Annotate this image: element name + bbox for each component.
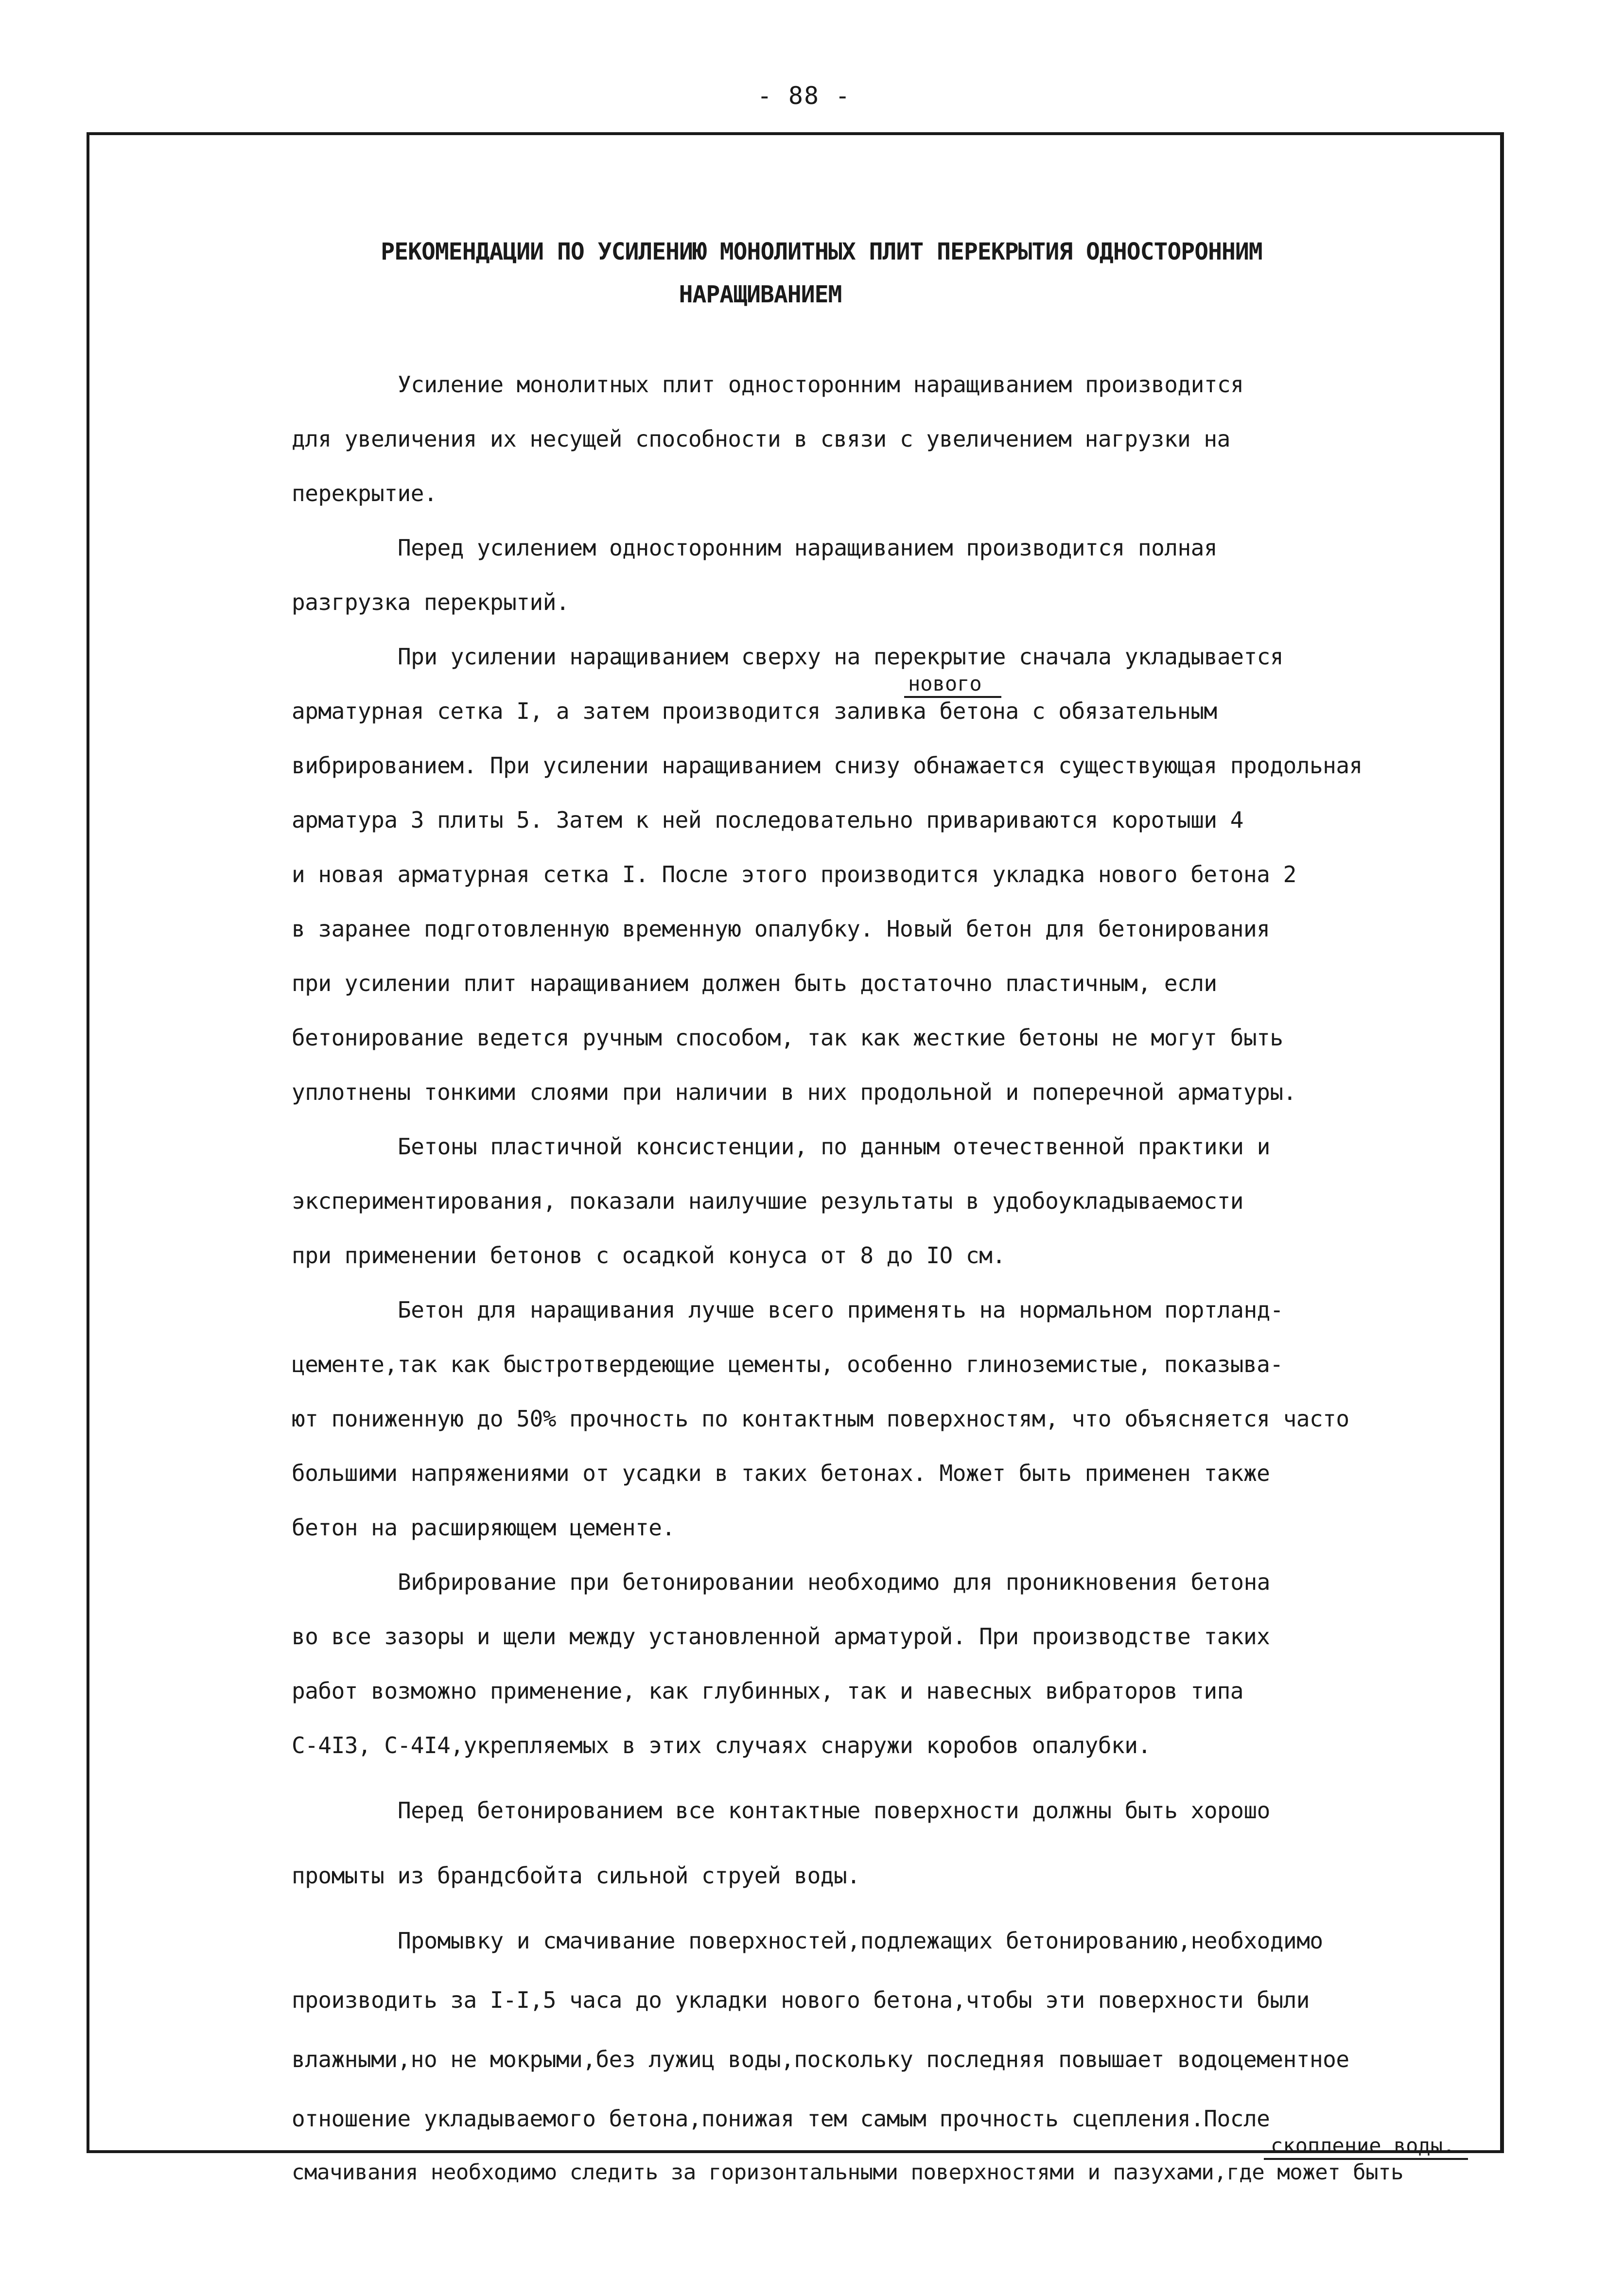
text-line: и новая арматурная сетка I. После этого производится укладка нового бетона 2 bbox=[292, 861, 1296, 887]
text-line: арматурная сетка I, а затем производится заливка бетона с обязательным bbox=[292, 698, 1217, 724]
document-title-line-2: НАРАЩИВАНИЕМ bbox=[679, 281, 842, 308]
text-line: арматура 3 плиты 5. Затем к ней последовательно привариваются коротыши 4 bbox=[292, 807, 1243, 833]
page-number: - 88 - bbox=[757, 82, 851, 110]
text-line: уплотнены тонкими слоями при наличии в них продольной и поперечной арматуры. bbox=[292, 1079, 1296, 1105]
inserted-phrase-water: скопление воды. bbox=[1271, 2134, 1455, 2157]
text-line: смачивания необходимо следить за горизонтальными поверхностями и пазухами,где может быть bbox=[292, 2160, 1404, 2185]
text-line: влажными,но не мокрыми,без лужиц воды,поскольку последняя повышает водоцементное bbox=[292, 2046, 1349, 2072]
text-line: При усилении наращиванием сверху на перекрытие сначала укладывается bbox=[398, 644, 1284, 670]
text-line: бетон на расширяющем цементе. bbox=[292, 1514, 675, 1541]
document-title-line-1: РЕКОМЕНДАЦИИ ПО УСИЛЕНИЮ МОНОЛИТНЫХ ПЛИТ ПЕРЕКРЫТИЯ ОДНОСТОРОННИМ bbox=[381, 238, 1262, 265]
text-line: разгрузка перекрытий. bbox=[292, 589, 570, 615]
text-line: для увеличения их несущей способности в связи с увеличением нагрузки на bbox=[292, 426, 1230, 452]
text-line: вибрированием. При усилении наращиванием снизу обнажается существующая продольная bbox=[292, 752, 1363, 779]
text-line: во все зазоры и щели между установленной арматурой. При производстве таких bbox=[292, 1623, 1270, 1650]
text-line: в заранее подготовленную временную опалубку. Новый бетон для бетонирования bbox=[292, 916, 1270, 942]
text-line: Усиление монолитных плит односторонним наращиванием производится bbox=[398, 371, 1244, 398]
text-line: при усилении плит наращиванием должен быть достаточно пластичным, если bbox=[292, 970, 1217, 996]
text-line: С-4I3, С-4I4,укрепляемых в этих случаях снаружи коробов опалубки. bbox=[292, 1732, 1151, 1758]
inserted-word-new: нового bbox=[908, 672, 982, 696]
text-line: цементе,так как быстротвердеющие цементы, особенно глиноземистые, показыва- bbox=[292, 1351, 1283, 1377]
text-line: бетонирование ведется ручным способом, так как жесткие бетоны не могут быть bbox=[292, 1025, 1283, 1051]
text-line: промыты из брандсбойта сильной струей воды. bbox=[292, 1862, 860, 1889]
text-line: при применении бетонов с осадкой конуса от 8 до IO см. bbox=[292, 1242, 1006, 1269]
text-line: Бетоны пластичной консистенции, по данным отечественной практики и bbox=[398, 1133, 1270, 1160]
text-line: Перед бетонированием все контактные поверхности должны быть хорошо bbox=[398, 1797, 1270, 1824]
text-line: экспериментирования, показали наилучшие результаты в удобоукладываемости bbox=[292, 1188, 1243, 1214]
text-line: Вибрирование при бетонировании необходимо для проникновения бетона bbox=[398, 1569, 1270, 1595]
text-line: Промывку и смачивание поверхностей,подлежащих бетонированию,необходимо bbox=[398, 1928, 1323, 1954]
text-line: производить за I-I,5 часа до укладки нового бетона,чтобы эти поверхности были bbox=[292, 1987, 1310, 2013]
text-line: Бетон для наращивания лучше всего применять на нормальном портланд- bbox=[398, 1297, 1284, 1323]
text-line: Перед усилением односторонним наращиванием производится полная bbox=[398, 535, 1218, 561]
text-line: отношение укладываемого бетона,понижая тем самым прочность сцепления.После bbox=[292, 2105, 1270, 2132]
text-line: перекрытие. bbox=[292, 480, 437, 506]
text-line: ют пониженную до 50% прочность по контактным поверхностям, что объясняется часто bbox=[292, 1406, 1349, 1432]
text-line: большими напряжениями от усадки в таких бетонах. Может быть применен также bbox=[292, 1460, 1270, 1486]
text-line: работ возможно применение, как глубинных, так и навесных вибраторов типа bbox=[292, 1678, 1243, 1704]
